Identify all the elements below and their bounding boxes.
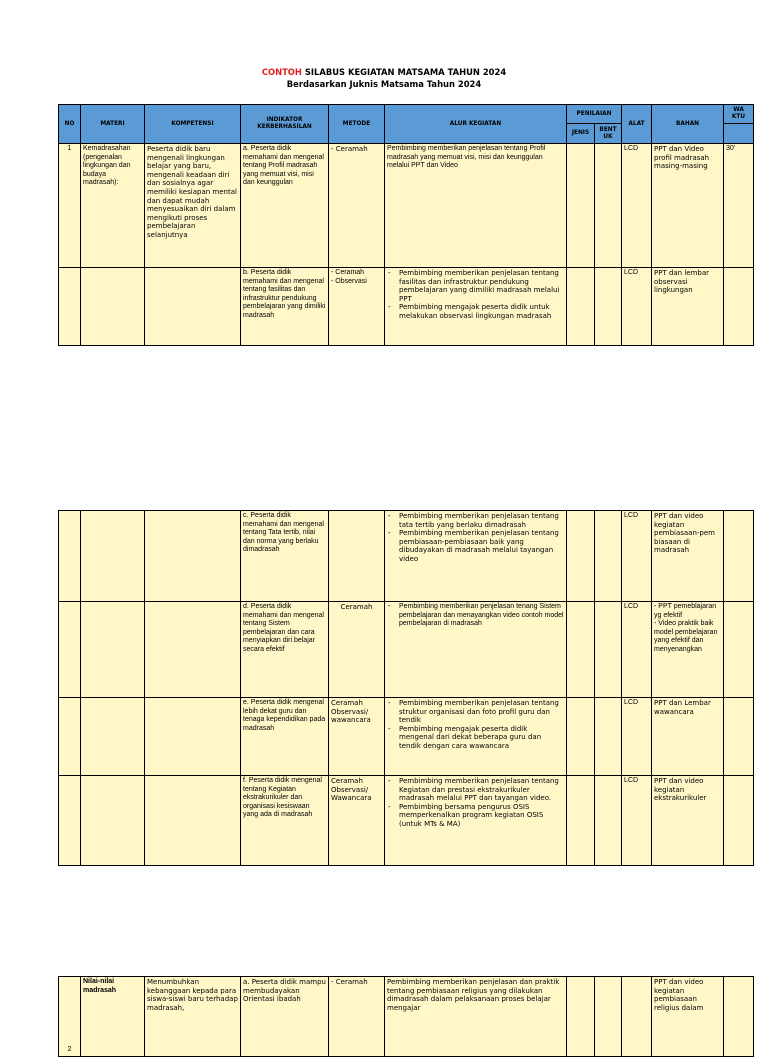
- cell-indikator: b. Peserta didik memahami dan mengenal tentang fasilitas dan infrastruktur pendukung pembelajaran yang dimiliki madrasah: [241, 268, 329, 346]
- cell-jenis: [567, 511, 595, 602]
- cell-kompetensi: Peserta didik baru mengenali lingkungan belajar yang baru, mengenali keadaan diri dan sosialnya agar memiliki kesiapan mental dan dapat mudah menyesuaikan diri dalam mengikuti proses pembelajaran selanjutnya: [145, 144, 241, 268]
- cell-alat: [622, 977, 652, 1057]
- cell-alur: [385, 698, 567, 776]
- header-waktu: WA KTU: [724, 105, 754, 124]
- table-row: [59, 602, 754, 698]
- cell-bahan: PPT dan video kegiatan pembiasaan religius dalam: [652, 977, 724, 1057]
- cell-bahan: PPT dan video kegiatan ekstrakurikuler: [652, 776, 724, 866]
- cell-no: [59, 698, 81, 776]
- alur-item: - Pembimbing memberikan penjelasan tentang fasilitas dan infrastruktur pendukung pembelajaran yang dimiliki madrasah melalui PPT: [399, 269, 564, 303]
- title-block: [0, 66, 768, 90]
- syllabus-table-1: [58, 104, 754, 346]
- metode-line: - Observasi: [331, 277, 367, 285]
- cell-materi: Kemadrasahan (pengenalan lingkungan dan budaya madrasah):: [81, 144, 145, 268]
- cell-waktu: [724, 602, 754, 698]
- cell-jenis: [567, 268, 595, 346]
- cell-indikator: f. Peserta didik mengenal tentang Kegiatan ekstrakurikuler dan organisasi kesiswaan yang ada di madrasah: [241, 776, 329, 866]
- header-bentuk: BENT UK: [595, 124, 622, 144]
- cell-kompetensi: [145, 698, 241, 776]
- cell-metode: Ceramah Observasi/ Wawancara: [329, 776, 385, 866]
- cell-indikator: a. Peserta didik memahami dan mengenal tentang Profil madrasah yang memuat visi, misi dan keunggulan: [241, 144, 329, 268]
- cell-waktu: [724, 977, 754, 1057]
- alur-item: - Pembimbing memberikan penjelasan tentang Kegiatan dan prestasi ekstrakurikuler madrasah melalui PPT dan tayangan video.: [399, 777, 564, 803]
- cell-bahan: PPT dan Lembar wawancara: [652, 698, 724, 776]
- cell-waktu: [724, 268, 754, 346]
- cell-bahan: PPT dan Video profil madrasah masing-masing: [652, 144, 724, 268]
- cell-materi: Nilai-nilai madrasah: [81, 977, 145, 1057]
- cell-no: [59, 776, 81, 866]
- alur-item: - Pembimbing memberikan penjelasan tentang struktur organisasi dan foto profil guru dan tendik: [399, 699, 564, 725]
- cell-no: [59, 511, 81, 602]
- cell-alat: LCD: [622, 698, 652, 776]
- cell-alur: [385, 511, 567, 602]
- header-no: NO: [59, 105, 81, 144]
- cell-materi: [81, 698, 145, 776]
- cell-bentuk: [595, 511, 622, 602]
- cell-waktu: [724, 698, 754, 776]
- metode-line: - Ceramah: [331, 269, 365, 276]
- cell-bentuk: [595, 602, 622, 698]
- title-highlight: CONTOH: [261, 67, 302, 77]
- cell-no: 2: [59, 977, 81, 1057]
- cell-alat: LCD: [622, 144, 652, 268]
- cell-alur: [385, 268, 567, 346]
- cell-waktu: 30’: [724, 144, 754, 268]
- cell-no: [59, 602, 81, 698]
- cell-kompetensi: [145, 268, 241, 346]
- table-row: [59, 511, 754, 602]
- cell-bentuk: [595, 698, 622, 776]
- header-waktu-blank: [724, 124, 754, 144]
- cell-metode: Ceramah Observasi/ wawancara: [329, 698, 385, 776]
- cell-indikator: c. Peserta didik memahami dan mengenal tentang Tata tertib, nilai dan norma yang berlaku dimadrasah: [241, 511, 329, 602]
- cell-alur: Pembimbing memberikan penjelasan tentang Profil madrasah yang memuat visi, misi dan keunggulan melalui PPT dan Video: [385, 144, 567, 268]
- header-alur: ALUR KEGIATAN: [385, 105, 567, 144]
- cell-indikator: e. Peserta didik mengenal lebih dekat guru dan tenaga kependidikan pada madrasah: [241, 698, 329, 776]
- cell-materi: [81, 511, 145, 602]
- cell-jenis: [567, 144, 595, 268]
- cell-metode: [329, 511, 385, 602]
- document-title: [0, 66, 768, 78]
- cell-bentuk: [595, 776, 622, 866]
- cell-materi: [81, 776, 145, 866]
- cell-bahan: PPT dan video kegiatan pembiasaan-pem biasaan di madrasah: [652, 511, 724, 602]
- table-row: [59, 144, 754, 268]
- title-text: SILABUS KEGIATAN MATSAMA TAHUN 2024: [301, 67, 507, 77]
- table-row: [59, 698, 754, 776]
- cell-kompetensi: [145, 511, 241, 602]
- bahan-line: - Video praktik baik model pembelajaran yang efektif dan menyenangkan: [654, 620, 718, 653]
- cell-no: 1: [59, 144, 81, 268]
- cell-jenis: [567, 776, 595, 866]
- cell-metode: - Ceramah: [329, 977, 385, 1057]
- cell-metode: [329, 268, 385, 346]
- header-bahan: BAHAN: [652, 105, 724, 144]
- cell-indikator: a. Peserta didik mampu membudayakan Orientasi ibadah: [241, 977, 329, 1057]
- cell-metode: Ceramah: [329, 602, 385, 698]
- cell-alat: LCD: [622, 511, 652, 602]
- alur-item: - Pembimbing mengajak peserta didik untuk melakukan observasi lingkungan madrasah: [399, 303, 564, 320]
- cell-kompetensi: [145, 776, 241, 866]
- header-materi: MATERI: [81, 105, 145, 144]
- cell-jenis: [567, 602, 595, 698]
- cell-indikator: d. Peserta didik memahami dan mengenal tentang Sistem pembelajaran dan cara menyiapkan diri belajar secara efektif: [241, 602, 329, 698]
- cell-alur: [385, 776, 567, 866]
- cell-alat: LCD: [622, 602, 652, 698]
- cell-jenis: [567, 698, 595, 776]
- header-kompetensi: KOMPETENSI: [145, 105, 241, 144]
- cell-bentuk: [595, 268, 622, 346]
- cell-bentuk: [595, 977, 622, 1057]
- cell-materi: [81, 602, 145, 698]
- syllabus-table-3: [58, 976, 754, 1057]
- cell-bahan: PPT dan lembar observasi lingkungan: [652, 268, 724, 346]
- cell-kompetensi: [145, 602, 241, 698]
- alur-item: - Pembimbing memberikan penjelasan tentang tata tertib yang berlaku dimadrasah: [399, 512, 564, 529]
- header-metode: METODE: [329, 105, 385, 144]
- cell-waktu: [724, 776, 754, 866]
- cell-alur: Pembimbing memberikan penjelasan dan praktik tentang pembiasaan religius yang dilakukan dimadrasah dalam pelaksanaan proses belajar mengajar: [385, 977, 567, 1057]
- syllabus-table-2: [58, 510, 754, 866]
- document-subtitle: Berdasarkan Juknis Matsama Tahun 2024: [286, 79, 482, 89]
- cell-no: [59, 268, 81, 346]
- table-row: [59, 776, 754, 866]
- cell-jenis: [567, 977, 595, 1057]
- alur-item: - Pembimbing mengajak peserta didik mengenal dari dekat beberapa guru dan tendik dengan cara wawancara: [399, 725, 564, 751]
- header-jenis: JENIS: [567, 124, 595, 144]
- table-row: [59, 977, 754, 1057]
- alur-item: - Pembimbing bersama pengurus OSIS memperkenalkan program kegiatan OSIS (untuk MTs & MA): [399, 803, 564, 829]
- header-indikator: INDIKATOR KERBERHASILAN: [241, 105, 329, 144]
- cell-alat: LCD: [622, 268, 652, 346]
- header-penilaian: PENILAIAN: [567, 105, 622, 124]
- cell-alur: [385, 602, 567, 698]
- alur-item: - Pembimbing memberikan penjelasan tentang pembiasaan-pembiasaan baik yang dibudayakan di madrasah melalui tayangan video: [399, 529, 564, 563]
- cell-bentuk: [595, 144, 622, 268]
- cell-waktu: [724, 511, 754, 602]
- header-alat: ALAT: [622, 105, 652, 144]
- cell-metode: - Ceramah: [329, 144, 385, 268]
- cell-kompetensi: Menumbuhkan kebanggaan kepada para siswa-siswi baru terhadap madrasah,: [145, 977, 241, 1057]
- cell-alat: LCD: [622, 776, 652, 866]
- cell-bahan: [652, 602, 724, 698]
- cell-materi: [81, 268, 145, 346]
- bahan-line: - PPT pemeblajaran yg efektif: [654, 603, 717, 619]
- table-row: [59, 268, 754, 346]
- alur-item: - Pembimbing memberikan penjelasan tenang Sistem pembelajaran dan menayangkan video contoh model pembelajaran di madrasah: [399, 603, 564, 629]
